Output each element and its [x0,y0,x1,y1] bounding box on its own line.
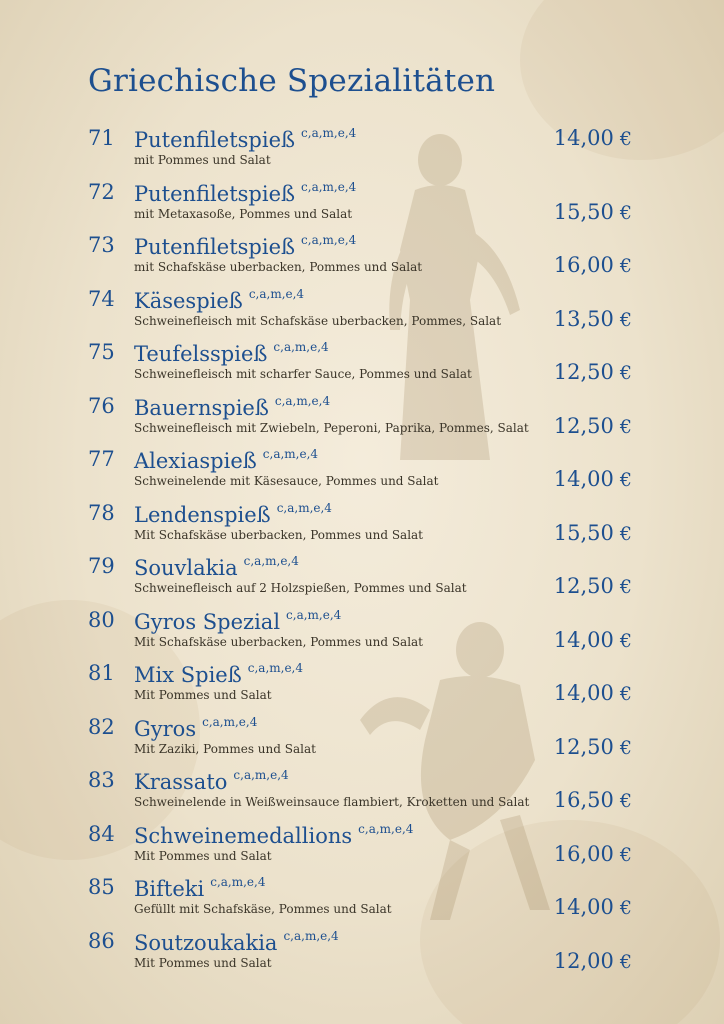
price-value: 12,50 [553,574,614,598]
item-price [554,949,632,973]
item-name-text: Schweinemedallions [134,823,353,848]
allergen-codes: c,a,m,e,4 [358,821,414,836]
item-description: Schweinefleisch mit Zwiebeln, Peperoni, Paprika, Pommes, Salat [134,420,529,435]
euro-sign: € [619,576,632,598]
item-name [134,340,329,366]
item-name-text: Putenfiletspieß [134,181,296,206]
allergen-codes: c,a,m,e,4 [247,661,303,675]
euro-sign: € [619,362,632,384]
menu-item [0,554,724,608]
allergen-codes: c,a,m,e,4 [283,928,339,943]
item-number: 75 [88,340,115,364]
item-number: 71 [88,126,115,150]
item-name [134,715,257,741]
item-price [554,200,632,224]
item-name-text: Putenfiletspieß [134,235,296,259]
euro-sign: € [619,897,632,919]
item-name-text: Mix Spieß [134,663,242,687]
price-value: 13,50 [553,306,614,331]
item-name [134,822,413,848]
item-number: 79 [88,554,115,578]
item-name-text: Soutzoukakia [134,930,278,955]
menu-item [0,394,724,448]
item-description: Mit Pommes und Salat [134,848,272,863]
item-price [554,735,632,759]
item-name-text: Gyros [134,716,197,741]
item-name-text: Bauernspieß [134,395,269,420]
item-number: 86 [88,928,115,953]
item-price [554,307,632,331]
item-description: Schweinelende in Weißweinsauce flambiert, Kroketten und Salat [134,795,530,809]
price-value: 14,00 [553,126,614,150]
price-value: 12,50 [553,413,614,438]
item-price [554,521,632,545]
allergen-codes: c,a,m,e,4 [301,179,357,194]
price-value: 16,00 [553,841,614,866]
item-description: Schweinefleisch mit Schafskäse uberbacken, Pommes, Salat [134,313,502,328]
euro-sign: € [619,128,632,150]
menu-item [0,715,724,769]
item-number: 81 [88,661,115,685]
allergen-codes: c,a,m,e,4 [276,500,332,515]
menu-item [0,608,724,662]
item-number: 78 [88,500,115,525]
euro-sign: € [619,736,632,759]
item-number: 73 [88,233,115,257]
item-price [554,126,632,150]
menu-list [0,126,724,982]
item-description: Mit Schafskäse uberbacken, Pommes und Salat [134,527,424,542]
allergen-codes: c,a,m,e,4 [301,126,357,140]
price-value: 16,00 [553,253,614,277]
item-name-text: Putenfiletspieß [134,128,296,152]
menu-item [0,768,724,822]
menu-item [0,661,724,715]
item-number: 72 [88,179,115,204]
item-price [554,895,632,919]
item-name-text: Käsespieß [134,288,243,313]
item-name-text: Gyros Spezial [134,609,281,634]
item-name [134,233,356,259]
allergen-codes: c,a,m,e,4 [248,286,305,301]
item-name [134,180,356,206]
allergen-codes: c,a,m,e,4 [243,554,299,568]
menu-item [0,287,724,341]
price-value: 12,50 [553,360,614,384]
item-description: Mit Schafskäse uberbacken, Pommes und Salat [134,634,424,649]
item-number: 74 [88,286,115,311]
item-name-text: Bifteki [134,877,205,901]
euro-sign: € [619,950,632,973]
euro-sign: € [619,415,632,438]
euro-sign: € [619,469,632,491]
price-value: 12,00 [553,948,614,973]
euro-sign: € [619,790,632,812]
menu-item [0,929,724,983]
item-number: 83 [88,768,115,792]
price-value: 16,50 [553,788,614,812]
allergen-codes: c,a,m,e,4 [202,714,258,729]
item-name [134,394,330,420]
item-name-text: Krassato [134,770,228,794]
euro-sign: € [619,843,632,866]
menu-item [0,875,724,929]
menu-item [0,340,724,394]
item-number: 77 [88,447,115,471]
item-description: Gefüllt mit Schafskäse, Pommes und Salat [134,902,392,916]
item-name [134,126,356,152]
allergen-codes: c,a,m,e,4 [301,233,357,247]
item-price [554,788,632,812]
item-description: mit Pommes und Salat [134,153,271,167]
price-value: 15,50 [553,199,614,224]
item-name-text: Lendenspieß [134,502,271,527]
menu-item [0,447,724,501]
euro-sign: € [619,201,632,224]
item-description: mit Schafskäse uberbacken, Pommes und Salat [134,260,423,274]
page-title: Griechische Spezialitäten [88,62,496,99]
price-value: 12,50 [553,734,614,759]
item-price [554,574,632,598]
allergen-codes: c,a,m,e,4 [262,447,319,461]
item-description: Mit Pommes und Salat [134,688,272,702]
item-number: 84 [88,821,115,846]
item-name-text: Alexiaspieß [134,449,257,473]
item-price [554,467,632,491]
price-value: 14,00 [553,895,614,919]
menu-item [0,501,724,555]
item-number: 76 [88,393,115,418]
item-price [554,681,632,705]
price-value: 14,00 [553,467,614,491]
item-number: 80 [88,607,115,632]
menu-item [0,180,724,234]
item-description: Schweinelende mit Käsesauce, Pommes und Salat [134,474,439,488]
item-price [554,842,632,866]
allergen-codes: c,a,m,e,4 [233,768,289,782]
item-name [134,768,289,794]
price-value: 14,00 [553,627,614,652]
euro-sign: € [619,629,632,652]
price-value: 14,00 [553,681,614,705]
item-price [554,628,632,652]
item-description: Mit Zaziki, Pommes und Salat [134,741,316,756]
euro-sign: € [619,255,632,277]
item-price [554,414,632,438]
item-number: 85 [88,875,115,899]
menu-item [0,233,724,287]
item-name [134,447,318,473]
allergen-codes: c,a,m,e,4 [274,393,331,408]
item-name-text: Teufelsspieß [134,342,268,366]
euro-sign: € [619,522,632,545]
item-price [554,253,632,277]
allergen-codes: c,a,m,e,4 [286,607,342,622]
item-price [554,360,632,384]
price-value: 15,50 [553,520,614,545]
item-description: mit Metaxasoße, Pommes und Salat [134,206,353,221]
item-name [134,501,332,527]
allergen-codes: c,a,m,e,4 [210,875,266,889]
item-description: Schweinefleisch auf 2 Holzspießen, Pommes und Salat [134,581,467,595]
item-name [134,875,265,901]
item-name [134,608,341,634]
item-description: Mit Pommes und Salat [134,955,272,970]
menu-item [0,822,724,876]
euro-sign: € [619,683,632,705]
item-name [134,287,304,313]
menu-item [0,126,724,180]
item-name [134,554,299,580]
euro-sign: € [619,308,632,331]
item-name [134,661,303,687]
item-name [134,929,339,955]
item-name-text: Souvlakia [134,556,238,580]
allergen-codes: c,a,m,e,4 [273,340,329,354]
item-number: 82 [88,714,115,739]
item-description: Schweinefleisch mit scharfer Sauce, Pommes und Salat [134,367,472,381]
